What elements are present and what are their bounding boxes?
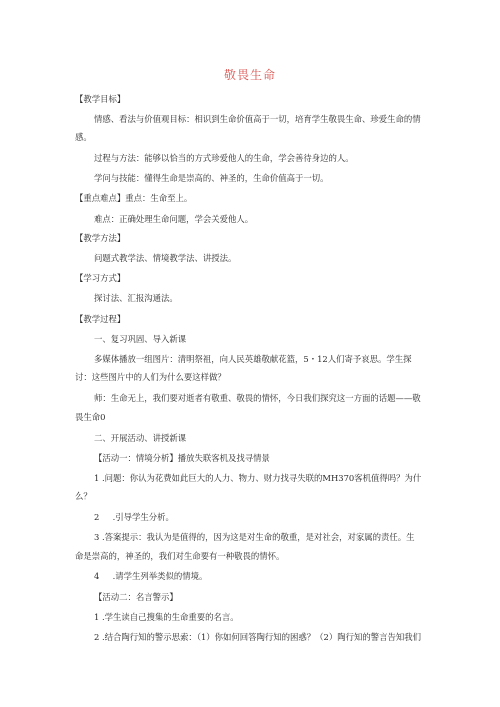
text-line: 1 .学生读自己搜集的生命重要的名言。 [94, 612, 239, 622]
text-line: 【重点难点】重点：生命至上。 [75, 193, 193, 203]
text-line: 多媒体播放一组图片：清明祭祖，向人民英雄敬献花篮，5・12人们寄予哀思。学生探 [94, 354, 412, 364]
text-line: 2 .结合陶行知的警示思索：（1）你如何回答陶行知的困惑？（2）陶行知的警言告知我们 [94, 632, 421, 642]
text-line: 学问与技能：懂得生命是崇高的、神圣的，生命价值高于一切。 [94, 173, 329, 183]
page-title: 敬畏生命 [223, 68, 276, 82]
text-line: 命是崇高的，神圣的，我们对生命要有一种敬畏的情怀。 [75, 551, 285, 561]
text-line: 情感、看法与价值观目标：相识到生命价值高于一切，培育学生敬畏生命、珍爱生命的情 [94, 114, 421, 124]
text-line: 【教学目标】 [75, 94, 126, 104]
text-line: 探讨法、汇报沟通法。 [94, 293, 178, 303]
text-line: 二、开展活动、讲授新课 [94, 433, 187, 443]
text-line: 4 .请学生列举类似的情境。 [94, 571, 208, 581]
text-line: 2 .引导学生分析。 [94, 512, 174, 522]
text-line: 【活动二：名言警示】 [94, 592, 178, 602]
text-line: 【教学过程】 [75, 314, 126, 324]
text-line: 一、复习巩固、导入新课 [94, 334, 187, 344]
text-line: 3 .答案提示：我认为是值得的，因为这是对生命的敬重，是对社会，对家属的责任。生 [94, 532, 415, 542]
text-line: 1 .问题：你认为花费如此巨大的人力、物力、财力找寻失联的MH370客机值得吗？为什 [94, 473, 422, 483]
text-line: 【教学方法】 [75, 233, 126, 243]
text-line: 【活动一：情境分析】播放失联客机及找寻情景 [94, 453, 270, 463]
text-line: 感。 [75, 132, 92, 142]
text-line: 问题式教学法、情境教学法、讲授法。 [94, 253, 237, 263]
text-line: 畏生命0 [75, 412, 106, 422]
text-line: 过程与方法：能够以恰当的方式珍爱他人的生命，学会善待身边的人。 [94, 153, 354, 163]
text-line: 么？ [75, 491, 92, 501]
text-line: 师：生命无上，我们要对逝者有敬重、敬畏的情怀，今日我们探究这一方面的话题——敬 [94, 393, 421, 403]
text-line: 难点：正确处理生命问题，学会关爱他人。 [94, 214, 254, 224]
text-line: 讨：这些图片中的人们为什么要这样做？ [75, 372, 226, 382]
text-line: 【学习方式】 [75, 273, 126, 283]
